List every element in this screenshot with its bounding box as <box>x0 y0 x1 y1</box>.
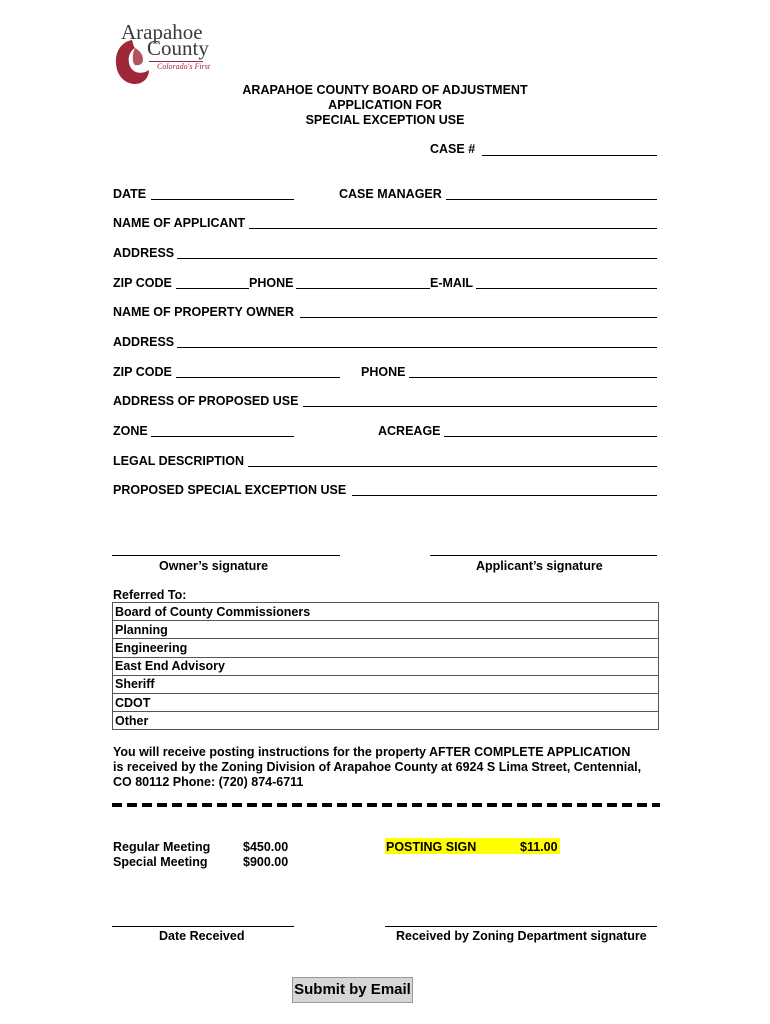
notice-line2: is received by the Zoning Division of Arapahoe County at 6924 S Lima Street, Centennial, <box>113 760 642 774</box>
zoning-signature-line[interactable] <box>385 926 657 927</box>
table-row <box>113 657 659 675</box>
table-row <box>113 621 659 639</box>
table-row <box>113 712 659 730</box>
applicant-name-field[interactable] <box>249 228 657 229</box>
zone-field[interactable] <box>151 436 294 437</box>
applicant-signature-label: Applicant’s signature <box>476 559 603 573</box>
zone-label: ZONE <box>113 424 148 438</box>
logo-line2: County <box>147 36 209 60</box>
referral-east-end-advisory: East End Advisory <box>113 657 659 675</box>
case-number-field[interactable] <box>482 155 657 156</box>
applicant-name-label: NAME OF APPLICANT <box>113 216 246 230</box>
applicant-address-label: ADDRESS <box>113 246 175 260</box>
special-meeting-label: Special Meeting <box>113 855 208 869</box>
arapahoe-county-logo <box>113 22 213 84</box>
referred-to-table <box>112 602 659 730</box>
referral-engineering: Engineering <box>113 639 659 657</box>
owner-signature-label: Owner’s signature <box>159 559 269 573</box>
posting-sign-label: POSTING SIGN <box>386 840 477 854</box>
applicant-signature-line[interactable] <box>430 555 657 556</box>
regular-meeting-label: Regular Meeting <box>113 840 211 854</box>
owner-phone-label: PHONE <box>361 365 406 379</box>
owner-address-label: ADDRESS <box>113 335 175 349</box>
table-row <box>113 693 659 711</box>
logo-line1: Arapahoe <box>121 20 203 44</box>
form-title-line1: ARAPAHOE COUNTY BOARD OF ADJUSTMENT <box>242 83 528 97</box>
regular-meeting-amount: $450.00 <box>243 840 289 854</box>
referred-to-label: Referred To: <box>113 588 187 602</box>
date-field[interactable] <box>151 199 294 200</box>
applicant-phone-field[interactable] <box>296 288 430 289</box>
proposed-use-address-field[interactable] <box>303 406 657 407</box>
special-meeting-amount: $900.00 <box>243 855 289 869</box>
acreage-field[interactable] <box>444 436 657 437</box>
applicant-email-label: E-MAIL <box>430 276 474 290</box>
acreage-label: ACREAGE <box>378 424 441 438</box>
applicant-phone-label: PHONE <box>249 276 294 290</box>
case-manager-label: CASE MANAGER <box>339 187 442 201</box>
logo-tagline: Colorado's First <box>157 62 211 71</box>
owner-signature-line[interactable] <box>112 555 340 556</box>
legal-description-field[interactable] <box>248 466 657 467</box>
dashed-separator <box>112 803 660 807</box>
submit-by-email-button[interactable]: Submit by Email <box>292 977 413 1003</box>
table-row <box>113 603 659 621</box>
legal-description-label: LEGAL DESCRIPTION <box>113 454 245 468</box>
applicant-address-field[interactable] <box>177 258 657 259</box>
owner-name-label: NAME OF PROPERTY OWNER <box>113 305 295 319</box>
date-label: DATE <box>113 187 147 201</box>
owner-phone-field[interactable] <box>409 377 657 378</box>
referral-other: Other <box>113 712 659 730</box>
county-seal-icon <box>113 38 151 86</box>
zoning-signature-label: Received by Zoning Department signature <box>396 929 647 943</box>
referral-cdot: CDOT <box>113 693 659 711</box>
date-received-line[interactable] <box>112 926 294 927</box>
notice-line1: You will receive posting instructions for the property AFTER COMPLETE APPLICATION <box>113 745 631 759</box>
applicant-zip-label: ZIP CODE <box>113 276 172 290</box>
referral-sheriff: Sheriff <box>113 675 659 693</box>
referral-planning: Planning <box>113 621 659 639</box>
owner-name-field[interactable] <box>300 317 657 318</box>
date-received-label: Date Received <box>159 929 245 943</box>
owner-zip-label: ZIP CODE <box>113 365 172 379</box>
proposed-special-exception-use-label: PROPOSED SPECIAL EXCEPTION USE <box>113 483 347 497</box>
table-row <box>113 639 659 657</box>
owner-zip-field[interactable] <box>176 377 340 378</box>
case-number-label: CASE # <box>430 142 476 156</box>
form-title-line3: SPECIAL EXCEPTION USE <box>305 113 465 127</box>
applicant-email-field[interactable] <box>476 288 657 289</box>
owner-address-field[interactable] <box>177 347 657 348</box>
applicant-zip-field[interactable] <box>176 288 249 289</box>
referral-board-of-county-commissioners: Board of County Commissioners <box>113 603 659 621</box>
posting-sign-amount: $11.00 <box>520 840 558 854</box>
table-row <box>113 675 659 693</box>
notice-line3: CO 80112 Phone: (720) 874-6711 <box>113 775 304 789</box>
proposed-use-address-label: ADDRESS OF PROPOSED USE <box>113 394 299 408</box>
form-title-line2: APPLICATION FOR <box>328 98 442 112</box>
case-manager-field[interactable] <box>446 199 657 200</box>
proposed-special-exception-use-field[interactable] <box>352 495 657 496</box>
